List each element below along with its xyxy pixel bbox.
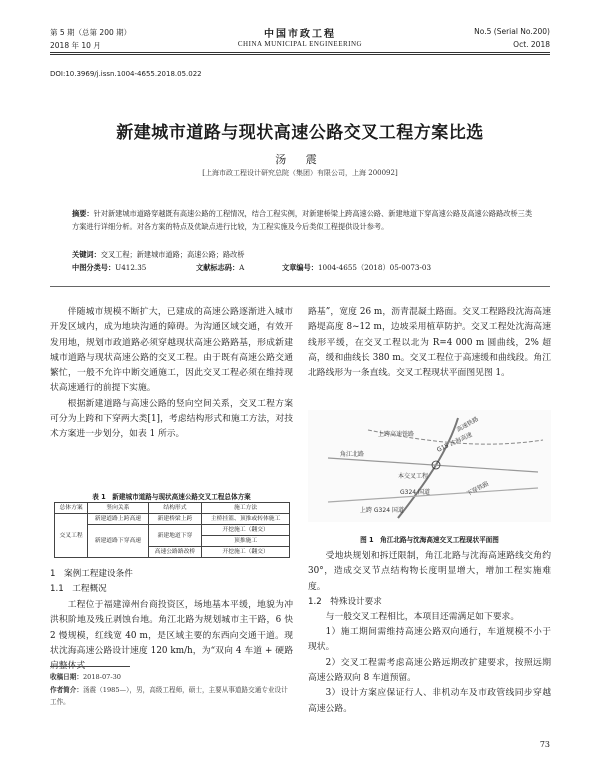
table-cell: 开挖施工（翻交）	[202, 547, 290, 558]
map-label: 上跨 G324 国道	[360, 507, 404, 514]
doc-code-value: A	[239, 263, 245, 272]
issue-date-cn: 2018 年 10 月	[50, 41, 101, 50]
document-code	[196, 263, 244, 273]
intro-paragraph-1: 伴随城市规模不断扩大，已建成的高速公路逐渐进入城市开发区域内，成为地块沟通的障碍。为沟通区域交通，有效开发用地，规划市政道路必须穿越现状高速公路路基，形成新建城市道路与现状高速公路的交叉工程。由于既有高速公路交通繁忙，一般不允许中断交通施工，因此交叉工程必须在维持现状高速通行的前提下实施。	[50, 307, 293, 394]
issue-number-en: No.5 (Serial No.200)	[474, 27, 550, 36]
table-header-cell: 总体方案	[55, 503, 88, 514]
table-cell: 新建道路下穿高速	[88, 525, 148, 558]
author-name: 汤 震	[275, 153, 325, 166]
table-header-cell: 施工方法	[202, 503, 290, 514]
footnote-author-bio	[50, 684, 293, 708]
journal-name-en: CHINA MUNICIPAL ENGINEERING	[237, 40, 363, 48]
left-column	[50, 305, 293, 443]
table-group-cell: 交叉工程	[55, 514, 88, 558]
figure-caption: 图 1 角江北路与沈海高速交叉工程现状平面图	[360, 536, 499, 544]
requirement-2: 2）交叉工程需考虑高速公路远期改扩建要求，按照远期高速公路双向 8 车道预留。	[308, 657, 551, 684]
keywords	[72, 248, 534, 261]
map-label: 角江北路	[340, 451, 365, 458]
constraint-paragraph: 受地块规划和拆迁限制，角江北路与沈海高速路线交角约 30°，造成交叉节点结构物长度明显增大，增加工程实施难度。	[308, 551, 551, 592]
table-cell: 主桥挂篮、顶推或转体施工	[202, 514, 290, 525]
article-no-value: 1004-4655（2018）05-0073-03	[317, 263, 432, 272]
table-header-cell: 结构形式	[148, 503, 202, 514]
requirement-3: 3）设计方案应保证行人、非机动车及市政管线同步穿越高速公路。	[308, 688, 551, 714]
table-cell: 新建地道下穿	[148, 525, 202, 547]
map-label: 高速铁路	[455, 415, 480, 434]
journal-name-cn: 中国市政工程	[264, 29, 336, 40]
case-description	[50, 598, 293, 674]
table-header-row	[55, 503, 290, 514]
map-label: G324 国道	[400, 489, 431, 496]
header-rule-thin	[50, 54, 550, 55]
table-cell: 新建桥梁上跨	[148, 514, 202, 525]
table-header-cell: 竖向关系	[88, 503, 148, 514]
map-label: 本交叉工程	[398, 473, 429, 480]
clc-number	[72, 263, 146, 273]
table-caption: 表 1 新建城市道路与现状高速公路交叉工程总体方案	[92, 493, 251, 501]
issue-date-en: Oct. 2018	[513, 40, 550, 49]
table-row	[55, 514, 290, 525]
keywords-label: 关键词：	[72, 250, 101, 259]
section-1-heading: 1 案例工程建设条件	[50, 569, 133, 579]
abstract	[72, 207, 534, 233]
site-plan-figure	[308, 410, 551, 522]
paper-title: 新建城市道路与现状高速公路交叉工程方案比选	[116, 123, 484, 143]
header-rule	[50, 52, 550, 53]
requirements-intro: 与一般交叉工程相比，本项目还需满足如下要求。	[325, 611, 520, 622]
page-number: 73	[539, 740, 550, 749]
doi: DOI:10.3969/j.issn.1004-4655.2018.05.022	[50, 70, 202, 78]
issue-number-cn: 第 5 期（总第 200 期）	[50, 28, 132, 37]
section-1-1-heading: 1.1 工程概况	[50, 584, 107, 594]
intro-paragraph-2: 根据新建道路与高速公路的竖向空间关系，交叉工程方案可分为上跨和下穿两大类[1]，考虑结构形式和施工方法，对技术方案进一步划分，如表 1 所示。	[50, 398, 293, 440]
author-affiliation: [上海市政工程设计研究总院（集团）有限公司，上海 200092]	[202, 169, 398, 177]
keywords-text: 交叉工程；新建城市道路；高速公路；路改桥	[100, 250, 245, 259]
received-label: 收稿日期：	[50, 673, 83, 681]
map-label: G15 沈海高速	[435, 431, 474, 454]
footnote-received	[50, 671, 293, 683]
footnote-rule	[50, 666, 130, 667]
table-row	[55, 525, 290, 536]
clc-value: U412.35	[115, 263, 147, 272]
author-bio-label: 作者简介：	[50, 686, 83, 694]
map-background	[308, 410, 551, 522]
site-paragraph: 路基”，宽度 26 m，沥青混凝土路面。交叉工程路段沈海高速路堤高度 8~12 m，边坡采用植草防护。交叉工程处沈海高速线形平缓，在交叉工程以北为 R=4 000 m 圆曲线，2% 超高，缓和曲线长 380 m。交叉工程位于高速缓和曲线段。角江北路线形为一条直线。交叉工程现状平面图见图 1。	[308, 307, 551, 379]
author-bio-text: 汤震（1985—），男，高级工程师，硕士，主要从事道路交通专业设计工作。	[50, 686, 288, 706]
requirement-1: 1）施工期间需维持高速公路双向通行，车道规模不小于现状。	[308, 627, 551, 653]
abstract-label: 摘要：	[72, 209, 94, 218]
received-date: 2018-07-30	[82, 673, 121, 681]
abstract-text: 针对新建城市道路穿越既有高速公路的工程情况，结合工程实例，对新建桥梁上跨高速公路、新建地道下穿高速公路及高速公路路改桥三类方案进行详细分析。对各方案的特点及优缺点进行比较，为工程实施及今后类似工程提供设计参考。	[72, 209, 533, 231]
right-column-bottom	[308, 549, 551, 717]
map-label: 下穿铁路	[465, 480, 491, 498]
table-cell: 新建道路上跨高速	[88, 514, 148, 525]
table-cell: 开挖施工（翻交）	[202, 525, 290, 536]
right-column-top	[308, 305, 551, 381]
case-paragraph: 工程位于福建漳州台商投资区，场地基本平缓，地貌为冲洪积阶地及残丘剥蚀台地。角江北路为规划城市主干路，6 快 2 慢规模，红线宽 40 m，是区域主要的东西向交通干道。现状沈海高速公路设计速度 120 km/h，为“双向 4 车道 + 硬路肩整体式	[50, 600, 293, 672]
map-label: 上跨高速铁路	[378, 431, 415, 438]
doc-code-label: 文献标志码：	[196, 263, 240, 272]
article-no-label: 文章编号：	[282, 263, 318, 272]
clc-label: 中图分类号：	[72, 263, 116, 272]
abstract-rule	[50, 286, 550, 287]
scheme-table	[54, 502, 290, 558]
article-number	[282, 263, 431, 273]
table-cell: 高速公路路改桥	[148, 547, 202, 558]
section-1-2-heading: 1.2 特殊设计要求	[308, 596, 382, 607]
table-cell: 顶推施工	[202, 536, 290, 547]
